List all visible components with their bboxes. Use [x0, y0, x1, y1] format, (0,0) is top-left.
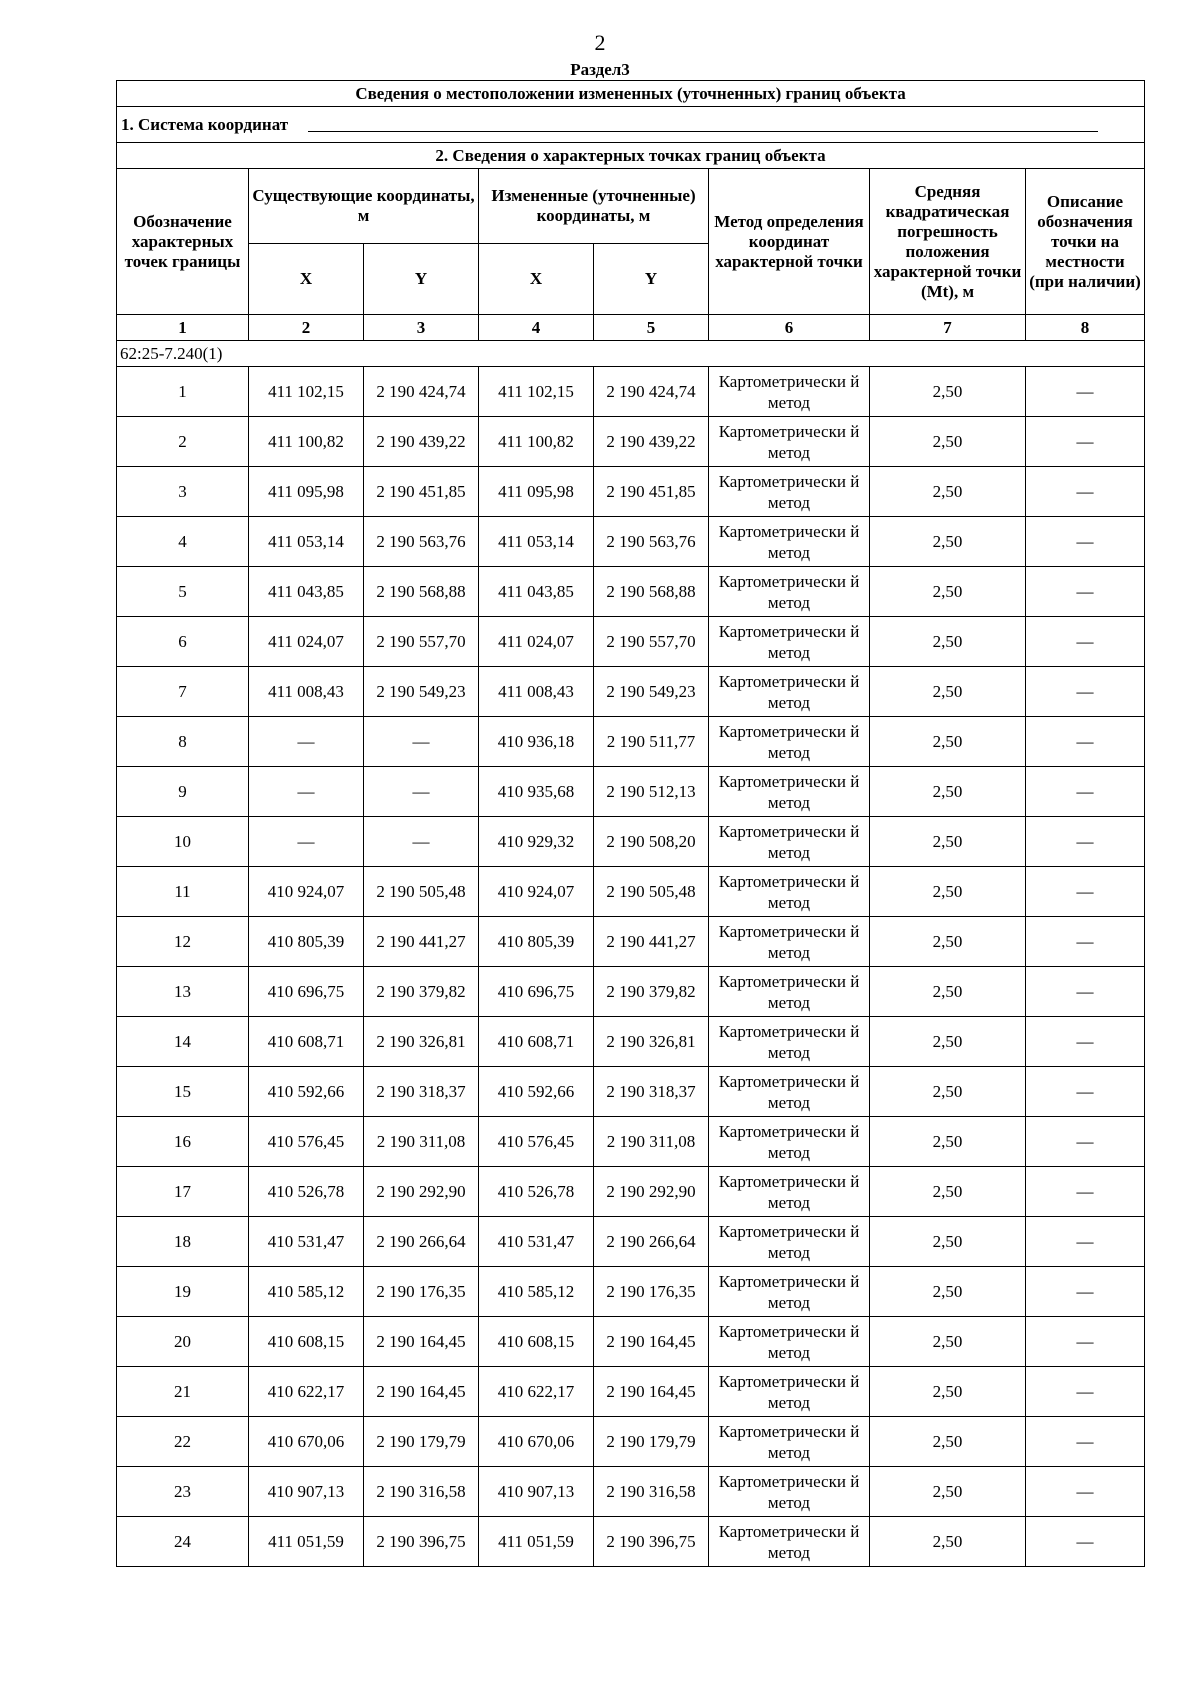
existing-y-cell: 2 190 549,23: [364, 667, 479, 717]
existing-x-cell: 410 696,75: [249, 967, 364, 1017]
table-row: [117, 417, 1145, 467]
point-number-cell: 10: [117, 817, 249, 867]
mt-cell: 2,50: [870, 1067, 1026, 1117]
table-row: [117, 967, 1145, 1017]
changed-y-cell: 2 190 164,45: [594, 1367, 709, 1417]
changed-x-cell: 411 095,98: [479, 467, 594, 517]
changed-x-cell: 410 924,07: [479, 867, 594, 917]
changed-y-cell: 2 190 511,77: [594, 717, 709, 767]
existing-y-cell: 2 190 266,64: [364, 1217, 479, 1267]
existing-x-cell: 410 670,06: [249, 1417, 364, 1467]
changed-y-cell: 2 190 549,23: [594, 667, 709, 717]
existing-y-cell: 2 190 176,35: [364, 1267, 479, 1317]
mt-cell: 2,50: [870, 1117, 1026, 1167]
method-cell: Картометрически й метод: [709, 467, 870, 517]
changed-y-cell: 2 190 563,76: [594, 517, 709, 567]
mt-cell: 2,50: [870, 817, 1026, 867]
point-number-cell: 24: [117, 1517, 249, 1567]
point-number-cell: 14: [117, 1017, 249, 1067]
column-number: 5: [594, 315, 709, 341]
method-cell: Картометрически й метод: [709, 917, 870, 967]
changed-x-cell: 411 102,15: [479, 367, 594, 417]
point-number-cell: 12: [117, 917, 249, 967]
description-cell: —: [1026, 867, 1145, 917]
description-cell: —: [1026, 1517, 1145, 1567]
existing-x-cell: 410 592,66: [249, 1067, 364, 1117]
changed-y-cell: 2 190 266,64: [594, 1217, 709, 1267]
header-changed-x: X: [479, 244, 594, 315]
description-cell: —: [1026, 367, 1145, 417]
changed-y-cell: 2 190 512,13: [594, 767, 709, 817]
point-number-cell: 18: [117, 1217, 249, 1267]
existing-y-cell: 2 190 396,75: [364, 1517, 479, 1567]
method-cell: Картометрически й метод: [709, 1317, 870, 1367]
description-cell: —: [1026, 517, 1145, 567]
changed-x-cell: 410 929,32: [479, 817, 594, 867]
mt-cell: 2,50: [870, 417, 1026, 467]
existing-y-cell: 2 190 326,81: [364, 1017, 479, 1067]
description-cell: —: [1026, 1167, 1145, 1217]
changed-x-cell: 411 043,85: [479, 567, 594, 617]
table-row: [117, 1167, 1145, 1217]
mt-cell: 2,50: [870, 1267, 1026, 1317]
point-number-cell: 7: [117, 667, 249, 717]
table-row: [117, 517, 1145, 567]
existing-x-cell: 411 043,85: [249, 567, 364, 617]
mt-cell: 2,50: [870, 567, 1026, 617]
method-cell: Картометрически й метод: [709, 1017, 870, 1067]
point-number-cell: 23: [117, 1467, 249, 1517]
table-row: [117, 467, 1145, 517]
point-number-cell: 4: [117, 517, 249, 567]
changed-x-cell: 411 008,43: [479, 667, 594, 717]
parcel-id: 62:25-7.240(1): [117, 341, 1145, 367]
table-row: [117, 1317, 1145, 1367]
table-row: [117, 367, 1145, 417]
existing-x-cell: 410 924,07: [249, 867, 364, 917]
mt-cell: 2,50: [870, 1517, 1026, 1567]
table-row: [117, 1467, 1145, 1517]
point-number-cell: 2: [117, 417, 249, 467]
method-cell: Картометрически й метод: [709, 1517, 870, 1567]
method-cell: Картометрически й метод: [709, 1217, 870, 1267]
point-number-cell: 13: [117, 967, 249, 1017]
changed-y-cell: 2 190 318,37: [594, 1067, 709, 1117]
changed-x-cell: 410 670,06: [479, 1417, 594, 1467]
coord-system-row: [117, 107, 1145, 143]
changed-y-cell: 2 190 176,35: [594, 1267, 709, 1317]
changed-x-cell: 410 622,17: [479, 1367, 594, 1417]
existing-y-cell: 2 190 311,08: [364, 1117, 479, 1167]
method-cell: Картометрически й метод: [709, 1267, 870, 1317]
changed-y-cell: 2 190 379,82: [594, 967, 709, 1017]
existing-y-cell: 2 190 568,88: [364, 567, 479, 617]
changed-x-cell: 410 592,66: [479, 1067, 594, 1117]
mt-cell: 2,50: [870, 717, 1026, 767]
changed-y-cell: 2 190 568,88: [594, 567, 709, 617]
table-row: [117, 1217, 1145, 1267]
mt-cell: 2,50: [870, 867, 1026, 917]
changed-y-cell: 2 190 505,48: [594, 867, 709, 917]
changed-x-cell: 410 696,75: [479, 967, 594, 1017]
existing-y-cell: 2 190 318,37: [364, 1067, 479, 1117]
existing-x-cell: —: [249, 767, 364, 817]
description-cell: —: [1026, 567, 1145, 617]
changed-y-cell: 2 190 311,08: [594, 1117, 709, 1167]
existing-y-cell: —: [364, 767, 479, 817]
changed-y-cell: 2 190 292,90: [594, 1167, 709, 1217]
existing-x-cell: 411 102,15: [249, 367, 364, 417]
mt-cell: 2,50: [870, 667, 1026, 717]
mt-cell: 2,50: [870, 1367, 1026, 1417]
method-cell: Картометрически й метод: [709, 417, 870, 467]
header-existing-y: Y: [364, 244, 479, 315]
description-cell: —: [1026, 1217, 1145, 1267]
changed-x-cell: 410 531,47: [479, 1217, 594, 1267]
mt-cell: 2,50: [870, 517, 1026, 567]
changed-y-cell: 2 190 164,45: [594, 1317, 709, 1367]
description-cell: —: [1026, 1317, 1145, 1367]
table-row: [117, 1517, 1145, 1567]
description-cell: —: [1026, 1367, 1145, 1417]
point-number-cell: 9: [117, 767, 249, 817]
existing-y-cell: 2 190 424,74: [364, 367, 479, 417]
existing-y-cell: 2 190 563,76: [364, 517, 479, 567]
changed-y-cell: 2 190 396,75: [594, 1517, 709, 1567]
existing-x-cell: 411 051,59: [249, 1517, 364, 1567]
header-existing-x: X: [249, 244, 364, 315]
description-cell: —: [1026, 1067, 1145, 1117]
description-cell: —: [1026, 817, 1145, 867]
mt-cell: 2,50: [870, 1217, 1026, 1267]
table-row: [117, 917, 1145, 967]
changed-x-cell: 411 100,82: [479, 417, 594, 467]
table-row: [117, 1417, 1145, 1467]
method-cell: Картометрически й метод: [709, 867, 870, 917]
existing-x-cell: 410 608,71: [249, 1017, 364, 1067]
existing-y-cell: —: [364, 817, 479, 867]
section-label: Раздел3: [570, 60, 630, 79]
table-row: [117, 567, 1145, 617]
existing-y-cell: 2 190 179,79: [364, 1417, 479, 1467]
method-cell: Картометрически й метод: [709, 1067, 870, 1117]
mt-cell: 2,50: [870, 1417, 1026, 1467]
existing-y-cell: 2 190 441,27: [364, 917, 479, 967]
method-cell: Картометрически й метод: [709, 1167, 870, 1217]
existing-y-cell: 2 190 164,45: [364, 1367, 479, 1417]
header-description: Описание обозначения точки на местности (при наличии): [1026, 169, 1145, 315]
changed-x-cell: 410 608,71: [479, 1017, 594, 1067]
table-row: [117, 1067, 1145, 1117]
changed-y-cell: 2 190 326,81: [594, 1017, 709, 1067]
point-number-cell: 22: [117, 1417, 249, 1467]
mt-cell: 2,50: [870, 1467, 1026, 1517]
existing-x-cell: —: [249, 717, 364, 767]
existing-y-cell: —: [364, 717, 479, 767]
description-cell: —: [1026, 1017, 1145, 1067]
table-row: [117, 667, 1145, 717]
table-row: [117, 617, 1145, 667]
method-cell: Картометрически й метод: [709, 1117, 870, 1167]
column-number: 2: [249, 315, 364, 341]
header-method: Метод определения координат характерной точки: [709, 169, 870, 315]
table-row: [117, 1017, 1145, 1067]
description-cell: —: [1026, 1267, 1145, 1317]
mt-cell: 2,50: [870, 1017, 1026, 1067]
changed-y-cell: 2 190 424,74: [594, 367, 709, 417]
changed-x-cell: 411 053,14: [479, 517, 594, 567]
existing-x-cell: 410 585,12: [249, 1267, 364, 1317]
table-row: [117, 717, 1145, 767]
method-cell: Картометрически й метод: [709, 1467, 870, 1517]
column-number: 4: [479, 315, 594, 341]
table-row: [117, 1367, 1145, 1417]
coord-system-label: 1. Система координат: [121, 114, 289, 134]
mt-cell: 2,50: [870, 367, 1026, 417]
changed-x-cell: 410 936,18: [479, 717, 594, 767]
table-row: [117, 867, 1145, 917]
mt-cell: 2,50: [870, 767, 1026, 817]
method-cell: Картометрически й метод: [709, 1417, 870, 1467]
description-cell: —: [1026, 967, 1145, 1017]
point-number-cell: 1: [117, 367, 249, 417]
changed-y-cell: 2 190 451,85: [594, 467, 709, 517]
existing-x-cell: 411 100,82: [249, 417, 364, 467]
method-cell: Картометрически й метод: [709, 517, 870, 567]
method-cell: Картометрически й метод: [709, 817, 870, 867]
point-number-cell: 3: [117, 467, 249, 517]
boundary-points-table: [116, 80, 1145, 1567]
description-cell: —: [1026, 767, 1145, 817]
existing-y-cell: 2 190 292,90: [364, 1167, 479, 1217]
header-point-designation: Обозначение характерных точек границы: [117, 169, 249, 315]
description-cell: —: [1026, 1467, 1145, 1517]
changed-y-cell: 2 190 316,58: [594, 1467, 709, 1517]
changed-x-cell: 410 526,78: [479, 1167, 594, 1217]
existing-x-cell: 411 095,98: [249, 467, 364, 517]
changed-y-cell: 2 190 179,79: [594, 1417, 709, 1467]
mt-cell: 2,50: [870, 967, 1026, 1017]
point-number-cell: 15: [117, 1067, 249, 1117]
changed-x-cell: 410 576,45: [479, 1117, 594, 1167]
point-number-cell: 19: [117, 1267, 249, 1317]
method-cell: Картометрически й метод: [709, 717, 870, 767]
table-row: [117, 817, 1145, 867]
method-cell: Картометрически й метод: [709, 667, 870, 717]
existing-x-cell: 411 053,14: [249, 517, 364, 567]
description-cell: —: [1026, 1117, 1145, 1167]
changed-x-cell: 410 585,12: [479, 1267, 594, 1317]
method-cell: Картометрически й метод: [709, 967, 870, 1017]
header-changed-coords: Измененные (уточненные) координаты, м: [479, 169, 709, 244]
method-cell: Картометрически й метод: [709, 1367, 870, 1417]
mt-cell: 2,50: [870, 1317, 1026, 1367]
table-row: [117, 1117, 1145, 1167]
method-cell: Картометрически й метод: [709, 567, 870, 617]
page-number: 2: [594, 30, 606, 55]
existing-y-cell: 2 190 451,85: [364, 467, 479, 517]
point-number-cell: 5: [117, 567, 249, 617]
method-cell: Картометрически й метод: [709, 617, 870, 667]
header-changed-y: Y: [594, 244, 709, 315]
points-title: 2. Сведения о характерных точках границ объекта: [117, 143, 1145, 169]
existing-y-cell: 2 190 164,45: [364, 1317, 479, 1367]
header-mt: Средняя квадратическая погрешность положения характерной точки (Mt), м: [870, 169, 1026, 315]
existing-y-cell: 2 190 557,70: [364, 617, 479, 667]
existing-x-cell: 410 531,47: [249, 1217, 364, 1267]
point-number-cell: 11: [117, 867, 249, 917]
point-number-cell: 16: [117, 1117, 249, 1167]
existing-y-cell: 2 190 379,82: [364, 967, 479, 1017]
point-number-cell: 21: [117, 1367, 249, 1417]
description-cell: —: [1026, 917, 1145, 967]
description-cell: —: [1026, 1417, 1145, 1467]
existing-x-cell: 411 008,43: [249, 667, 364, 717]
point-number-cell: 6: [117, 617, 249, 667]
description-cell: —: [1026, 467, 1145, 517]
changed-y-cell: 2 190 557,70: [594, 617, 709, 667]
existing-x-cell: 410 608,15: [249, 1317, 364, 1367]
changed-x-cell: 411 024,07: [479, 617, 594, 667]
header-existing-coords: Существующие координаты, м: [249, 169, 479, 244]
existing-x-cell: 410 805,39: [249, 917, 364, 967]
column-number: 8: [1026, 315, 1145, 341]
existing-y-cell: 2 190 316,58: [364, 1467, 479, 1517]
changed-x-cell: 410 805,39: [479, 917, 594, 967]
point-number-cell: 20: [117, 1317, 249, 1367]
table-row: [117, 767, 1145, 817]
table-title: Сведения о местоположении измененных (уточненных) границ объекта: [117, 81, 1145, 107]
description-cell: —: [1026, 417, 1145, 467]
table-row: [117, 1267, 1145, 1317]
changed-x-cell: 410 608,15: [479, 1317, 594, 1367]
mt-cell: 2,50: [870, 917, 1026, 967]
description-cell: —: [1026, 667, 1145, 717]
mt-cell: 2,50: [870, 467, 1026, 517]
description-cell: —: [1026, 717, 1145, 767]
changed-y-cell: 2 190 508,20: [594, 817, 709, 867]
method-cell: Картометрически й метод: [709, 367, 870, 417]
point-number-cell: 8: [117, 717, 249, 767]
column-number: 1: [117, 315, 249, 341]
method-cell: Картометрически й метод: [709, 767, 870, 817]
column-number: 6: [709, 315, 870, 341]
existing-x-cell: 411 024,07: [249, 617, 364, 667]
column-number: 7: [870, 315, 1026, 341]
existing-y-cell: 2 190 505,48: [364, 867, 479, 917]
changed-y-cell: 2 190 439,22: [594, 417, 709, 467]
coord-system-value-line: [308, 131, 1098, 132]
existing-x-cell: 410 907,13: [249, 1467, 364, 1517]
existing-x-cell: 410 526,78: [249, 1167, 364, 1217]
existing-x-cell: 410 576,45: [249, 1117, 364, 1167]
changed-x-cell: 411 051,59: [479, 1517, 594, 1567]
mt-cell: 2,50: [870, 617, 1026, 667]
changed-x-cell: 410 907,13: [479, 1467, 594, 1517]
point-number-cell: 17: [117, 1167, 249, 1217]
description-cell: —: [1026, 617, 1145, 667]
existing-x-cell: —: [249, 817, 364, 867]
existing-y-cell: 2 190 439,22: [364, 417, 479, 467]
changed-y-cell: 2 190 441,27: [594, 917, 709, 967]
mt-cell: 2,50: [870, 1167, 1026, 1217]
column-number: 3: [364, 315, 479, 341]
existing-x-cell: 410 622,17: [249, 1367, 364, 1417]
changed-x-cell: 410 935,68: [479, 767, 594, 817]
